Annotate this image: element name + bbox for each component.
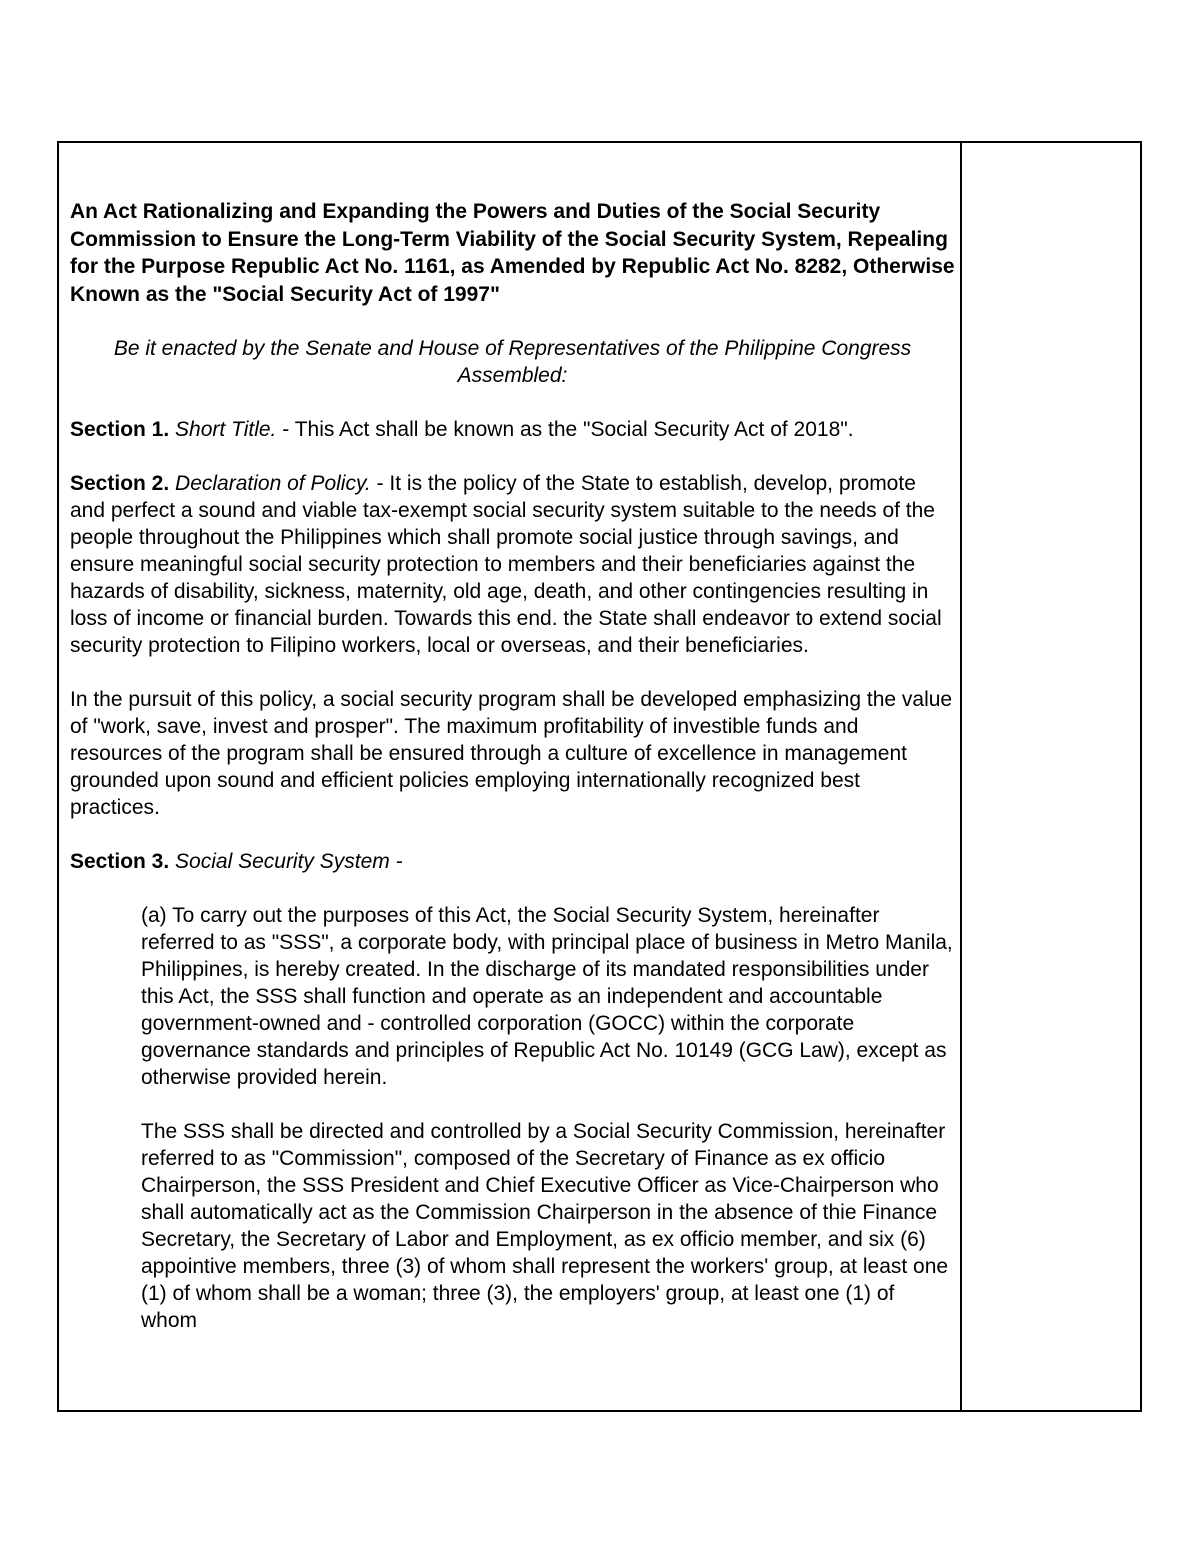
section-2-subtitle: Declaration of Policy. [175, 472, 371, 495]
act-title: An Act Rationalizing and Expanding the Powers and Duties of the Social Security Commission to Ensure the Long-Term Viability of the Social Security System, Repealing for the Purpose Republic Act No. 1161, as Amended by Republic Act No. 8282, Otherwise Known as the "Social Security Act of 1997" [70, 200, 955, 306]
section-1-subtitle: Short Title. [175, 418, 277, 441]
enacting-clause: Be it enacted by the Senate and House of Representatives of the Philippine Congress Assembled: [113, 337, 912, 387]
main-text-column [59, 143, 962, 1410]
section-2 [70, 470, 955, 659]
section-3-item-a-paragraph-2: The SSS shall be directed and controlled by a Social Security Commission, hereinafter referred to as "Commission", composed of the Secretary of Finance as ex officio Chairperson, the SSS President and Chief Executive Officer as Vice-Chairperson who shall automatically act as the Commission Chairperson in the absence of thie Finance Secretary, the Secretary of Labor and Employment, as ex officio member, and six (6) appointive members, three (3) of whom shall represent the workers' group, at least one (1) of whom shall be a woman; three (3), the employers' group, at least one (1) of whom [141, 1120, 949, 1332]
document-content [70, 198, 955, 1334]
section-2-label: Section 2. [70, 472, 170, 495]
margin-notes-column [962, 143, 1140, 1410]
section-2-paragraph-2: In the pursuit of this policy, a social security program shall be developed emphasizing the value of "work, save, invest and prosper". The maximum profitability of investible funds and resources of the program shall be ensured through a culture of excellence in management grounded upon sound and efficient policies employing internationally recognized best practices. [70, 688, 953, 819]
section-3 [70, 848, 955, 875]
section-3-label: Section 3. [70, 850, 170, 873]
section-3-item-a: (a) To carry out the purposes of this Act, the Social Security System, hereinafter referred to as "SSS", a corporate body, with principal place of business in Metro Manila, Philippines, is hereby created. In the discharge of its mandated responsibilities under this Act, the SSS shall function and operate as an independent and accountable government-owned and - controlled corporation (GOCC) within the corporate governance standards and principles of Republic Act No. 10149 (GCG Law), except as otherwise provided herein. [141, 904, 953, 1089]
section-1 [70, 416, 955, 443]
section-1-text: - This Act shall be known as the "Social Security Act of 2018". [276, 418, 854, 441]
section-2-text: - It is the policy of the State to establish, develop, promote and perfect a sound and viable tax-exempt social security system suitable to the needs of the people throughout the Philippines which shall promote social justice through savings, and ensure meaningful social security protection to members and their beneficiaries against the hazards of disability, sickness, maternity, old age, death, and other contingencies resulting in loss of income or financial burden. Towards this end. the State shall endeavor to extend social security protection to Filipino workers, local or overseas, and their beneficiaries. [70, 472, 942, 657]
document-table [57, 141, 1142, 1412]
section-3-subtitle: Social Security System - [175, 850, 403, 873]
section-1-label: Section 1. [70, 418, 170, 441]
